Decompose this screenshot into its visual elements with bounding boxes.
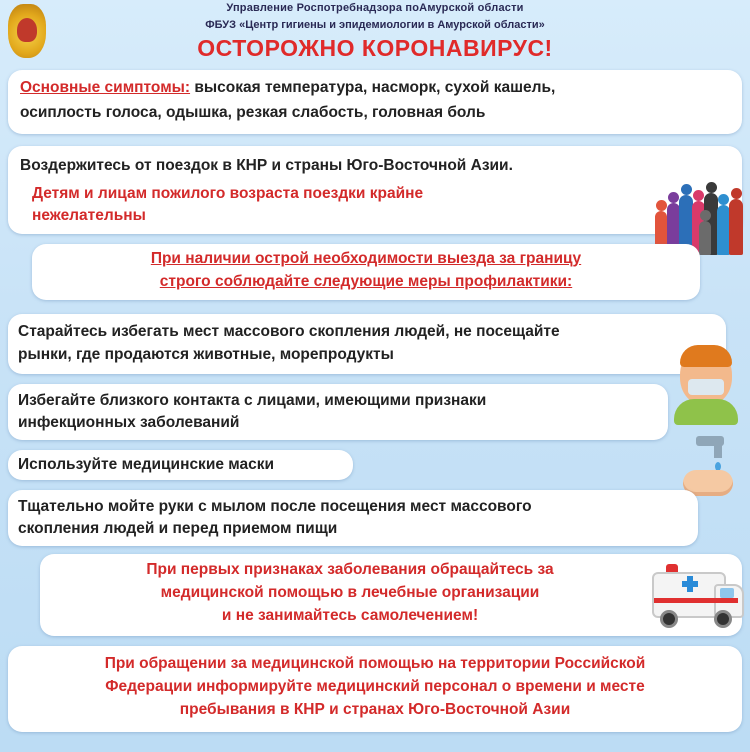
ambulance-icon — [652, 562, 744, 630]
measure-masks-panel — [8, 450, 353, 480]
org-line-2: ФБУЗ «Центр гигиены и эпидемиологии в Амурской области» — [205, 19, 545, 31]
measure-crowds-2: рынки, где продаются животные, морепродукты — [18, 346, 394, 363]
page-title: ОСТОРОЖНО КОРОНАВИРУС! — [197, 35, 553, 61]
measure-hands-1: Тщательно мойте руки с мылом после посещения мест массового — [18, 498, 532, 515]
symptoms-label: Основные симптомы: — [20, 79, 191, 96]
measure-hands-panel — [8, 490, 698, 546]
measures-heading-2: строго соблюдайте следующие меры профилактики: — [159, 273, 573, 290]
symptoms-text-2: осиплость голоса, одышка, резкая слабость, головная боль — [20, 104, 486, 121]
travel-panel — [8, 146, 742, 234]
header — [0, 0, 750, 70]
measures-heading-1: При наличии острой необходимости выезда за границу — [150, 250, 582, 267]
travel-note-1: Детям и лицам пожилого возраста поездки крайне — [32, 185, 424, 202]
measure-hands-2: скопления людей и перед приемом пищи — [18, 520, 338, 537]
first-signs-2: медицинской помощью в лечебные организации — [160, 584, 540, 601]
first-signs-1: При первых признаках заболевания обращайтесь за — [146, 561, 554, 578]
inform-2: Федерации информируйте медицинский персонал о времени и месте — [105, 678, 645, 695]
inform-3: пребывания в КНР и странах Юго-Восточной Азии — [179, 701, 571, 718]
inform-panel — [8, 646, 742, 732]
child-mask-icon — [680, 345, 732, 405]
first-signs-3: и не занимайтесь самолечением! — [221, 607, 479, 624]
symptoms-line-1 — [20, 76, 735, 99]
travel-note-2: нежелательны — [32, 207, 146, 224]
travel-warning: Воздержитесь от поездок в КНР и страны Юго-Восточной Азии. — [20, 157, 513, 174]
org-line-1: Управление Роспотребнадзора поАмурской области — [226, 2, 524, 14]
measure-contact-panel — [8, 384, 668, 440]
inform-1: При обращении за медицинской помощью на территории Российской — [104, 655, 646, 672]
crowd-icon — [655, 175, 747, 255]
measure-crowds-1: Старайтесь избегать мест массового скопления людей, не посещайте — [18, 323, 560, 340]
symptoms-text-1: высокая температура, насморк, сухой кашель, — [194, 79, 556, 96]
measure-crowds-panel — [8, 314, 726, 374]
measure-contact-1: Избегайте близкого контакта с лицами, имеющими признаки — [18, 392, 487, 409]
symptoms-panel — [8, 70, 742, 134]
measure-masks: Используйте медицинские маски — [18, 456, 275, 473]
first-signs-panel — [40, 554, 742, 636]
measure-contact-2: инфекционных заболеваний — [18, 414, 240, 431]
measures-heading-panel — [32, 244, 700, 300]
